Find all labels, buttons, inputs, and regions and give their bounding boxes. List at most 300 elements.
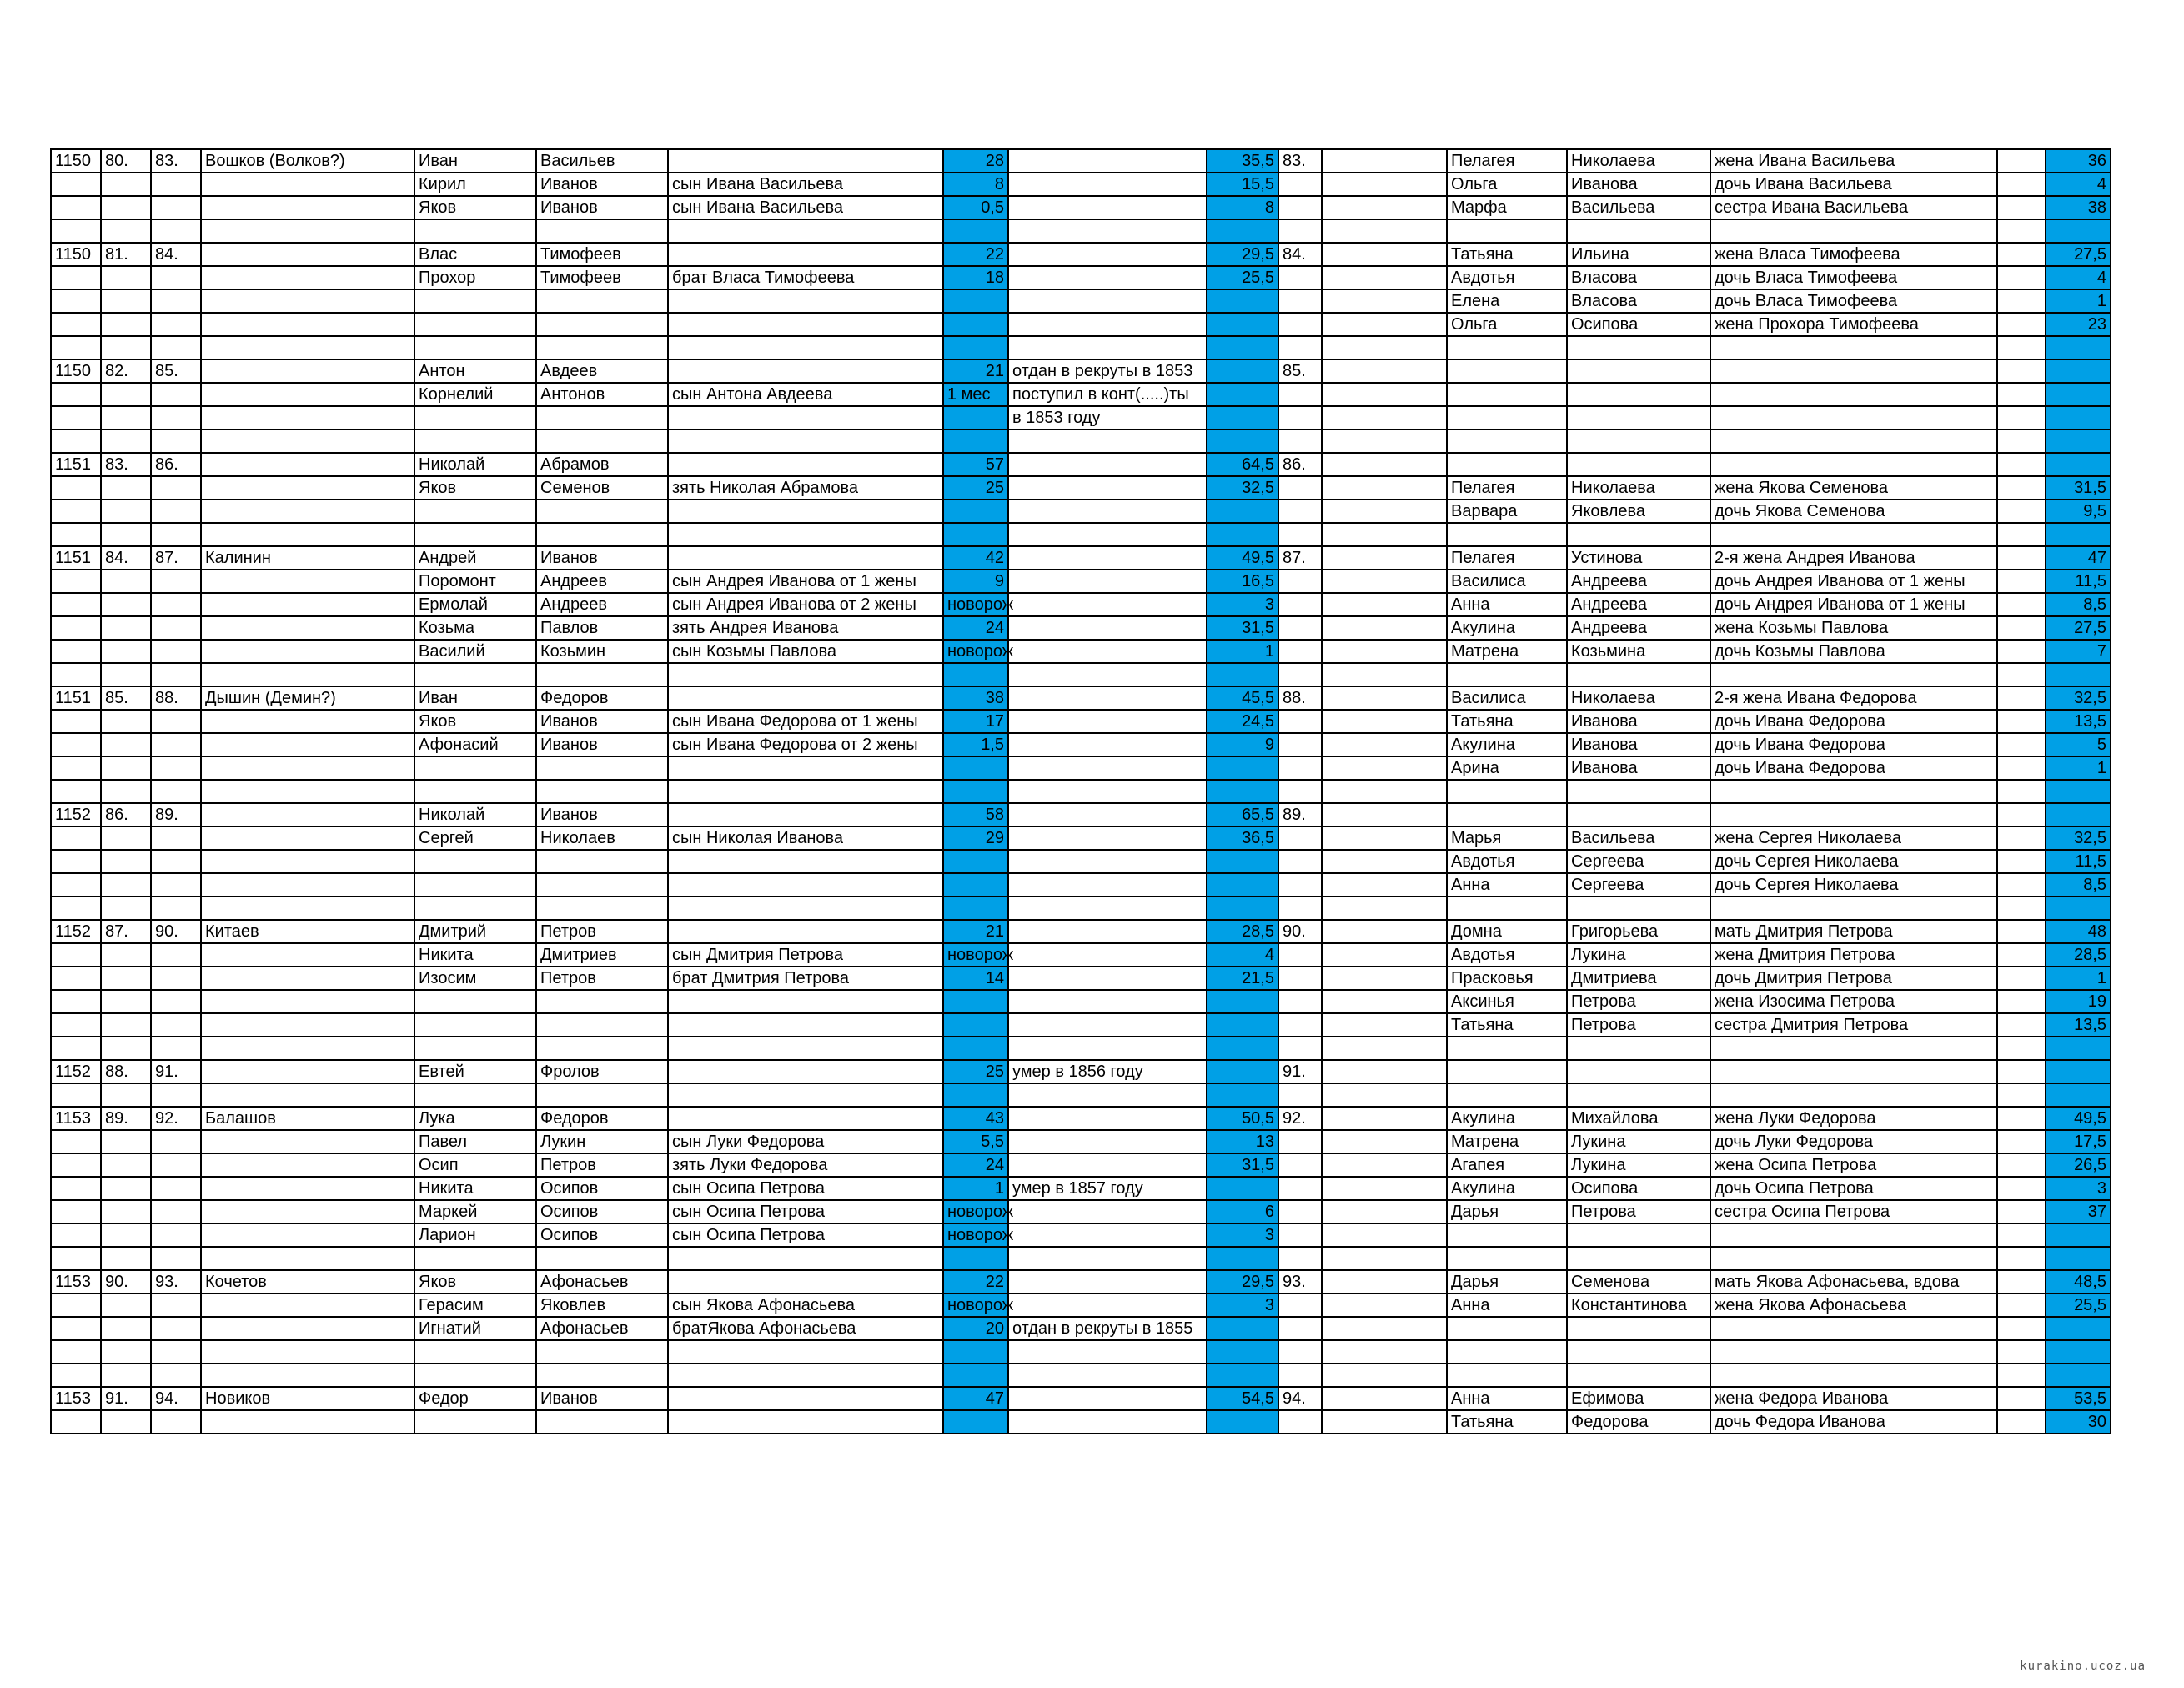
table-body — [51, 149, 2111, 1434]
cell-house-number — [51, 430, 101, 453]
cell-female-age-now: 36 — [2046, 149, 2111, 173]
cell-female-note — [1322, 500, 1447, 523]
cell-female-note — [1322, 1340, 1447, 1364]
cell-surname — [201, 1364, 414, 1387]
cell-female-age-prev — [1997, 266, 2046, 289]
cell-female-patronymic: Дмитриева — [1567, 967, 1710, 990]
cell-female-age-now — [2046, 383, 2111, 406]
cell-family-number-old — [101, 967, 151, 990]
cell-male-age-now: 3 — [1207, 593, 1278, 616]
cell-male-note — [1008, 476, 1207, 500]
cell-male-note — [1008, 196, 1207, 219]
cell-female-patronymic: Николаева — [1567, 149, 1710, 173]
cell-female-note — [1322, 383, 1447, 406]
cell-male-patronymic: Иванов — [536, 196, 668, 219]
table-row — [51, 1200, 2111, 1223]
cell-male-relation: сын Ивана Федорова от 2 жены — [668, 733, 943, 756]
cell-surname: Новиков — [201, 1387, 414, 1410]
cell-female-first-name — [1447, 383, 1567, 406]
cell-female-relation: жена Федора Иванова — [1710, 1387, 1997, 1410]
cell-surname — [201, 383, 414, 406]
cell-female-age-now — [2046, 359, 2111, 383]
cell-male-patronymic: Иванов — [536, 1387, 668, 1410]
cell-house-number — [51, 289, 101, 313]
cell-female-age-prev — [1997, 219, 2046, 243]
cell-surname: Китаев — [201, 920, 414, 943]
cell-family-number-new — [151, 430, 201, 453]
cell-female-relation: дочь Якова Семенова — [1710, 500, 1997, 523]
cell-family-number-old: 81. — [101, 243, 151, 266]
cell-family-number-new — [151, 1294, 201, 1317]
cell-male-age-prev — [943, 406, 1008, 430]
cell-family-number-new: 88. — [151, 686, 201, 710]
cell-family-number-old — [101, 1223, 151, 1247]
cell-surname — [201, 289, 414, 313]
cell-female-relation: дочь Луки Федорова — [1710, 1130, 1997, 1153]
cell-male-note — [1008, 756, 1207, 780]
cell-female-patronymic: Власова — [1567, 289, 1710, 313]
cell-male-relation — [668, 1387, 943, 1410]
cell-surname — [201, 733, 414, 756]
cell-male-first-name — [414, 1410, 536, 1434]
cell-male-relation: сын Осипа Петрова — [668, 1223, 943, 1247]
cell-male-patronymic — [536, 663, 668, 686]
cell-male-first-name: Ермолай — [414, 593, 536, 616]
cell-female-patronymic: Андреева — [1567, 593, 1710, 616]
cell-male-relation — [668, 1037, 943, 1060]
cell-male-age-now: 65,5 — [1207, 803, 1278, 826]
cell-male-patronymic: Тимофеев — [536, 266, 668, 289]
cell-male-first-name — [414, 897, 536, 920]
cell-female-age-now: 28,5 — [2046, 943, 2111, 967]
cell-male-age-prev: 18 — [943, 266, 1008, 289]
cell-family-number-new — [151, 406, 201, 430]
cell-female-patronymic — [1567, 219, 1710, 243]
cell-family-number-old — [101, 523, 151, 546]
cell-female-patronymic: Петрова — [1567, 990, 1710, 1013]
cell-male-first-name: Маркей — [414, 1200, 536, 1223]
cell-female-note — [1322, 406, 1447, 430]
cell-male-age-now: 1 — [1207, 640, 1278, 663]
cell-family-number-new — [151, 780, 201, 803]
cell-male-first-name — [414, 523, 536, 546]
cell-male-age-now — [1207, 850, 1278, 873]
cell-female-age-now — [2046, 453, 2111, 476]
cell-surname — [201, 523, 414, 546]
cell-male-patronymic: Федоров — [536, 686, 668, 710]
cell-female-relation: дочь Ивана Федорова — [1710, 710, 1997, 733]
cell-male-age-now — [1207, 336, 1278, 359]
cell-female-patronymic: Ильина — [1567, 243, 1710, 266]
cell-family-number-old — [101, 1294, 151, 1317]
cell-male-note: умер в 1857 году — [1008, 1177, 1207, 1200]
table-row — [51, 1013, 2111, 1037]
table-row — [51, 1037, 2111, 1060]
cell-female-note — [1322, 1410, 1447, 1434]
cell-male-note — [1008, 1153, 1207, 1177]
table-row — [51, 1317, 2111, 1340]
cell-female-age-now: 7 — [2046, 640, 2111, 663]
cell-male-age-prev — [943, 336, 1008, 359]
cell-female-first-name: Татьяна — [1447, 1013, 1567, 1037]
cell-family-number-old — [101, 430, 151, 453]
cell-surname — [201, 500, 414, 523]
cell-male-patronymic: Иванов — [536, 173, 668, 196]
cell-female-age-now: 37 — [2046, 1200, 2111, 1223]
cell-female-age-prev — [1997, 500, 2046, 523]
cell-house-number — [51, 383, 101, 406]
cell-house-number — [51, 1083, 101, 1107]
cell-male-relation: сын Николая Иванова — [668, 826, 943, 850]
cell-male-age-prev: 22 — [943, 243, 1008, 266]
cell-female-age-prev — [1997, 406, 2046, 430]
cell-female-patronymic — [1567, 430, 1710, 453]
cell-male-note — [1008, 1247, 1207, 1270]
cell-family-number-new: 87. — [151, 546, 201, 570]
cell-male-first-name — [414, 850, 536, 873]
cell-family-number-new — [151, 500, 201, 523]
cell-male-patronymic: Петров — [536, 967, 668, 990]
cell-female-note — [1322, 359, 1447, 383]
cell-house-number — [51, 1364, 101, 1387]
cell-female-patronymic — [1567, 523, 1710, 546]
cell-male-relation — [668, 219, 943, 243]
cell-male-age-prev: 38 — [943, 686, 1008, 710]
cell-surname — [201, 476, 414, 500]
cell-house-number — [51, 570, 101, 593]
cell-male-note — [1008, 1083, 1207, 1107]
cell-female-age-now: 48 — [2046, 920, 2111, 943]
cell-female-note — [1322, 149, 1447, 173]
cell-male-relation — [668, 1107, 943, 1130]
cell-family-number-new — [151, 219, 201, 243]
cell-female-family-number: 90. — [1278, 920, 1322, 943]
cell-female-age-prev — [1997, 1107, 2046, 1130]
cell-female-first-name: Ольга — [1447, 313, 1567, 336]
cell-female-age-prev — [1997, 1410, 2046, 1434]
cell-female-first-name: Марья — [1447, 826, 1567, 850]
cell-male-note — [1008, 570, 1207, 593]
cell-surname — [201, 826, 414, 850]
cell-male-age-prev — [943, 990, 1008, 1013]
table-row — [51, 453, 2111, 476]
cell-female-family-number — [1278, 826, 1322, 850]
cell-family-number-new: 90. — [151, 920, 201, 943]
cell-female-first-name: Елена — [1447, 289, 1567, 313]
cell-family-number-new — [151, 1223, 201, 1247]
table-row — [51, 780, 2111, 803]
cell-female-patronymic — [1567, 1340, 1710, 1364]
table-row — [51, 920, 2111, 943]
cell-male-age-now: 28,5 — [1207, 920, 1278, 943]
cell-male-age-now: 36,5 — [1207, 826, 1278, 850]
cell-surname — [201, 1294, 414, 1317]
cell-male-patronymic: Осипов — [536, 1200, 668, 1223]
cell-female-first-name: Домна — [1447, 920, 1567, 943]
cell-female-first-name: Анна — [1447, 1387, 1567, 1410]
cell-female-first-name: Пелагея — [1447, 476, 1567, 500]
cell-female-note — [1322, 1107, 1447, 1130]
cell-female-relation: дочь Сергея Николаева — [1710, 850, 1997, 873]
cell-male-relation — [668, 756, 943, 780]
table-row — [51, 289, 2111, 313]
cell-female-age-now — [2046, 1037, 2111, 1060]
cell-female-note — [1322, 593, 1447, 616]
cell-male-age-now — [1207, 289, 1278, 313]
cell-male-relation — [668, 406, 943, 430]
cell-female-age-now: 48,5 — [2046, 1270, 2111, 1294]
cell-female-age-prev — [1997, 897, 2046, 920]
cell-female-note — [1322, 1364, 1447, 1387]
cell-male-age-now: 35,5 — [1207, 149, 1278, 173]
cell-female-relation: жена Власа Тимофеева — [1710, 243, 1997, 266]
cell-surname — [201, 593, 414, 616]
cell-family-number-new — [151, 523, 201, 546]
cell-female-relation — [1710, 359, 1997, 383]
cell-female-note — [1322, 1060, 1447, 1083]
cell-male-relation: брат Власа Тимофеева — [668, 266, 943, 289]
cell-female-age-prev — [1997, 826, 2046, 850]
cell-male-relation — [668, 289, 943, 313]
cell-female-relation: дочь Власа Тимофеева — [1710, 289, 1997, 313]
cell-male-patronymic — [536, 780, 668, 803]
cell-male-patronymic — [536, 219, 668, 243]
table-row — [51, 756, 2111, 780]
cell-house-number — [51, 1153, 101, 1177]
cell-female-age-now: 26,5 — [2046, 1153, 2111, 1177]
cell-female-age-prev — [1997, 1153, 2046, 1177]
cell-male-note — [1008, 1270, 1207, 1294]
cell-male-patronymic — [536, 313, 668, 336]
cell-female-first-name: Агапея — [1447, 1153, 1567, 1177]
cell-surname — [201, 640, 414, 663]
cell-male-patronymic: Федоров — [536, 1107, 668, 1130]
cell-male-note — [1008, 967, 1207, 990]
cell-male-note — [1008, 453, 1207, 476]
cell-surname — [201, 1037, 414, 1060]
cell-female-first-name — [1447, 1060, 1567, 1083]
cell-male-age-prev: 25 — [943, 1060, 1008, 1083]
cell-surname — [201, 336, 414, 359]
cell-house-number — [51, 196, 101, 219]
table-row — [51, 967, 2111, 990]
cell-male-first-name: Прохор — [414, 266, 536, 289]
cell-female-age-now: 4 — [2046, 173, 2111, 196]
cell-house-number: 1152 — [51, 1060, 101, 1083]
cell-male-first-name — [414, 780, 536, 803]
cell-family-number-new — [151, 1317, 201, 1340]
cell-male-first-name — [414, 873, 536, 897]
cell-male-relation — [668, 1270, 943, 1294]
cell-male-first-name: Сергей — [414, 826, 536, 850]
cell-male-age-now: 45,5 — [1207, 686, 1278, 710]
cell-male-age-prev: 43 — [943, 1107, 1008, 1130]
cell-surname — [201, 430, 414, 453]
cell-female-patronymic: Козьмина — [1567, 640, 1710, 663]
cell-male-note — [1008, 873, 1207, 897]
cell-male-age-now — [1207, 219, 1278, 243]
cell-male-first-name: Иван — [414, 686, 536, 710]
cell-male-note — [1008, 1294, 1207, 1317]
cell-female-patronymic: Иванова — [1567, 173, 1710, 196]
cell-male-first-name: Поромонт — [414, 570, 536, 593]
cell-female-age-prev — [1997, 733, 2046, 756]
cell-female-patronymic: Осипова — [1567, 313, 1710, 336]
cell-house-number — [51, 219, 101, 243]
cell-house-number — [51, 1340, 101, 1364]
cell-house-number — [51, 1247, 101, 1270]
cell-male-age-now — [1207, 406, 1278, 430]
cell-male-relation: братЯкова Афонасьева — [668, 1317, 943, 1340]
cell-house-number: 1153 — [51, 1270, 101, 1294]
cell-family-number-old: 87. — [101, 920, 151, 943]
cell-female-note — [1322, 243, 1447, 266]
cell-female-family-number — [1278, 1317, 1322, 1340]
cell-house-number — [51, 640, 101, 663]
cell-female-age-now: 17,5 — [2046, 1130, 2111, 1153]
cell-family-number-old — [101, 850, 151, 873]
cell-male-relation: брат Дмитрия Петрова — [668, 967, 943, 990]
cell-family-number-old — [101, 1177, 151, 1200]
cell-female-relation — [1710, 219, 1997, 243]
cell-female-patronymic: Андреева — [1567, 616, 1710, 640]
cell-female-age-prev — [1997, 1387, 2046, 1410]
cell-female-first-name: Анна — [1447, 873, 1567, 897]
cell-family-number-new — [151, 1130, 201, 1153]
cell-female-age-now — [2046, 897, 2111, 920]
cell-male-age-now — [1207, 313, 1278, 336]
cell-male-note — [1008, 1223, 1207, 1247]
cell-female-first-name: Авдотья — [1447, 266, 1567, 289]
cell-male-note — [1008, 826, 1207, 850]
cell-male-note — [1008, 430, 1207, 453]
cell-house-number — [51, 1177, 101, 1200]
cell-family-number-old — [101, 406, 151, 430]
cell-male-first-name: Николай — [414, 453, 536, 476]
cell-male-age-prev — [943, 219, 1008, 243]
cell-family-number-old: 82. — [101, 359, 151, 383]
cell-female-age-prev — [1997, 1317, 2046, 1340]
cell-male-first-name: Осип — [414, 1153, 536, 1177]
cell-house-number: 1151 — [51, 546, 101, 570]
cell-female-note — [1322, 196, 1447, 219]
cell-female-relation — [1710, 1083, 1997, 1107]
cell-male-patronymic — [536, 990, 668, 1013]
cell-female-relation: дочь Ивана Федорова — [1710, 733, 1997, 756]
cell-female-family-number — [1278, 1177, 1322, 1200]
cell-male-relation — [668, 500, 943, 523]
cell-male-first-name: Иван — [414, 149, 536, 173]
cell-female-family-number: 86. — [1278, 453, 1322, 476]
cell-female-first-name: Варвара — [1447, 500, 1567, 523]
cell-male-first-name: Яков — [414, 710, 536, 733]
cell-male-age-now: 24,5 — [1207, 710, 1278, 733]
cell-family-number-new: 84. — [151, 243, 201, 266]
table-row — [51, 990, 2111, 1013]
cell-female-age-prev — [1997, 920, 2046, 943]
cell-male-relation: сын Осипа Петрова — [668, 1177, 943, 1200]
cell-female-family-number — [1278, 1247, 1322, 1270]
cell-female-note — [1322, 219, 1447, 243]
cell-male-first-name: Яков — [414, 1270, 536, 1294]
cell-house-number — [51, 1294, 101, 1317]
cell-male-age-prev — [943, 1340, 1008, 1364]
table-row — [51, 196, 2111, 219]
cell-female-age-prev — [1997, 1083, 2046, 1107]
cell-family-number-old — [101, 1083, 151, 1107]
cell-female-first-name: Ольга — [1447, 173, 1567, 196]
cell-male-age-prev: 21 — [943, 920, 1008, 943]
cell-male-age-now — [1207, 873, 1278, 897]
cell-female-age-now — [2046, 336, 2111, 359]
table-row — [51, 897, 2111, 920]
cell-female-relation: сестра Осипа Петрова — [1710, 1200, 1997, 1223]
cell-male-relation — [668, 1083, 943, 1107]
cell-female-note — [1322, 1223, 1447, 1247]
cell-male-age-now — [1207, 383, 1278, 406]
cell-female-note — [1322, 873, 1447, 897]
cell-male-patronymic: Лукин — [536, 1130, 668, 1153]
cell-family-number-new — [151, 733, 201, 756]
table-row — [51, 546, 2111, 570]
cell-male-age-prev: 21 — [943, 359, 1008, 383]
cell-female-first-name — [1447, 1340, 1567, 1364]
cell-female-family-number: 85. — [1278, 359, 1322, 383]
cell-female-first-name: Прасковья — [1447, 967, 1567, 990]
cell-male-note — [1008, 1130, 1207, 1153]
cell-female-patronymic: Сергеева — [1567, 873, 1710, 897]
cell-female-age-prev — [1997, 1177, 2046, 1200]
cell-female-age-now — [2046, 1060, 2111, 1083]
cell-family-number-new: 83. — [151, 149, 201, 173]
cell-female-age-prev — [1997, 1270, 2046, 1294]
cell-surname — [201, 1317, 414, 1340]
cell-male-patronymic: Афонасьев — [536, 1270, 668, 1294]
cell-female-note — [1322, 640, 1447, 663]
cell-male-age-now: 50,5 — [1207, 1107, 1278, 1130]
cell-female-relation: дочь Козьмы Павлова — [1710, 640, 1997, 663]
cell-male-patronymic — [536, 523, 668, 546]
cell-male-age-now — [1207, 500, 1278, 523]
cell-family-number-new: 94. — [151, 1387, 201, 1410]
cell-female-patronymic: Федорова — [1567, 1410, 1710, 1434]
cell-surname — [201, 1060, 414, 1083]
cell-family-number-old — [101, 593, 151, 616]
cell-male-age-now — [1207, 1177, 1278, 1200]
cell-male-relation — [668, 920, 943, 943]
cell-female-relation: мать Якова Афонасьева, вдова — [1710, 1270, 1997, 1294]
cell-female-age-now: 5 — [2046, 733, 2111, 756]
cell-male-first-name: Изосим — [414, 967, 536, 990]
cell-male-patronymic: Абрамов — [536, 453, 668, 476]
cell-female-patronymic: Лукина — [1567, 1153, 1710, 1177]
cell-female-first-name — [1447, 1247, 1567, 1270]
cell-female-first-name: Анна — [1447, 593, 1567, 616]
cell-female-age-now: 3 — [2046, 1177, 2111, 1200]
cell-house-number — [51, 476, 101, 500]
cell-house-number — [51, 336, 101, 359]
cell-male-age-now — [1207, 756, 1278, 780]
cell-family-number-old — [101, 710, 151, 733]
cell-male-first-name — [414, 336, 536, 359]
cell-female-family-number — [1278, 873, 1322, 897]
cell-family-number-new — [151, 1247, 201, 1270]
cell-male-age-prev: новорож — [943, 1200, 1008, 1223]
cell-female-first-name — [1447, 336, 1567, 359]
cell-family-number-new: 89. — [151, 803, 201, 826]
cell-family-number-old — [101, 219, 151, 243]
cell-male-relation: сын Осипа Петрова — [668, 1200, 943, 1223]
